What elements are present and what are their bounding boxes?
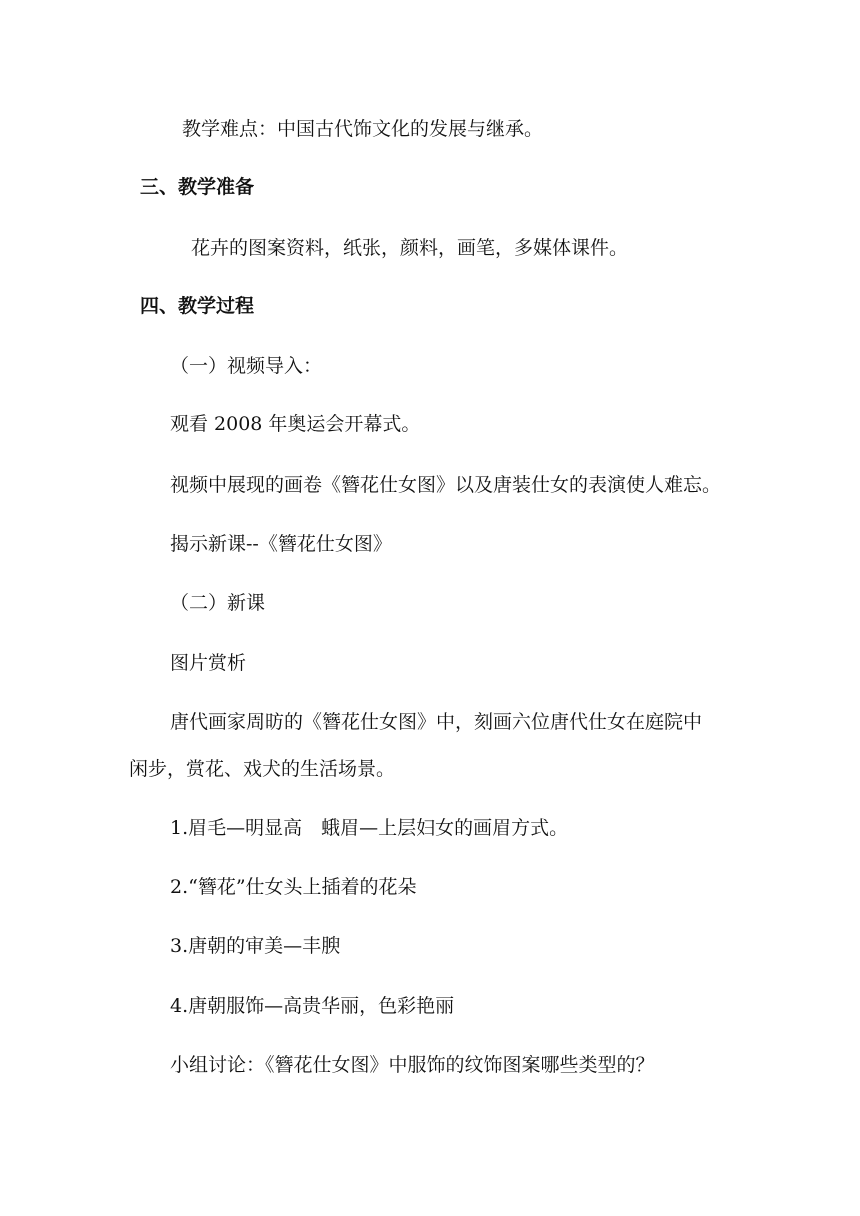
subsection-heading-new-lesson: （二）新课 xyxy=(170,592,266,614)
materials-list: 花卉的图案资料，纸张，颜料，画笔，多媒体课件。 xyxy=(191,237,629,259)
picture-analysis-label: 图片赏析 xyxy=(170,652,247,674)
point-hair-flowers: 2.“簪花”仕女头上插着的花朵 xyxy=(170,876,417,898)
section-heading-process: 四、教学过程 xyxy=(140,295,255,317)
subsection-heading-video: （一）视频导入： xyxy=(170,355,323,377)
point-eyebrows: 1.眉毛—明显高 蛾眉—上层妇女的画眉方式。 xyxy=(170,817,569,839)
analysis-paragraph-line2: 闲步，赏花、戏犬的生活场景。 xyxy=(129,758,396,780)
section-heading-preparation: 三、教学准备 xyxy=(140,176,255,198)
group-discussion: 小组讨论：《簪花仕女图》中服饰的纹饰图案哪些类型的？ xyxy=(170,1054,655,1076)
video-note: 视频中展现的画卷《簪花仕女图》以及唐装仕女的表演使人难忘。 xyxy=(170,474,722,496)
analysis-paragraph-line1: 唐代画家周昉的《簪花仕女图》中，刻画六位唐代仕女在庭院中 xyxy=(170,711,703,733)
point-aesthetics: 3.唐朝的审美—丰腴 xyxy=(170,935,341,957)
new-lesson-reveal: 揭示新课--《簪花仕女图》 xyxy=(170,533,392,555)
teaching-difficulty: 教学难点：中国古代饰文化的发展与继承。 xyxy=(182,118,544,140)
point-costume: 4.唐朝服饰—高贵华丽，色彩艳丽 xyxy=(170,995,455,1017)
watch-instruction: 观看 2008 年奥运会开幕式。 xyxy=(170,413,421,435)
